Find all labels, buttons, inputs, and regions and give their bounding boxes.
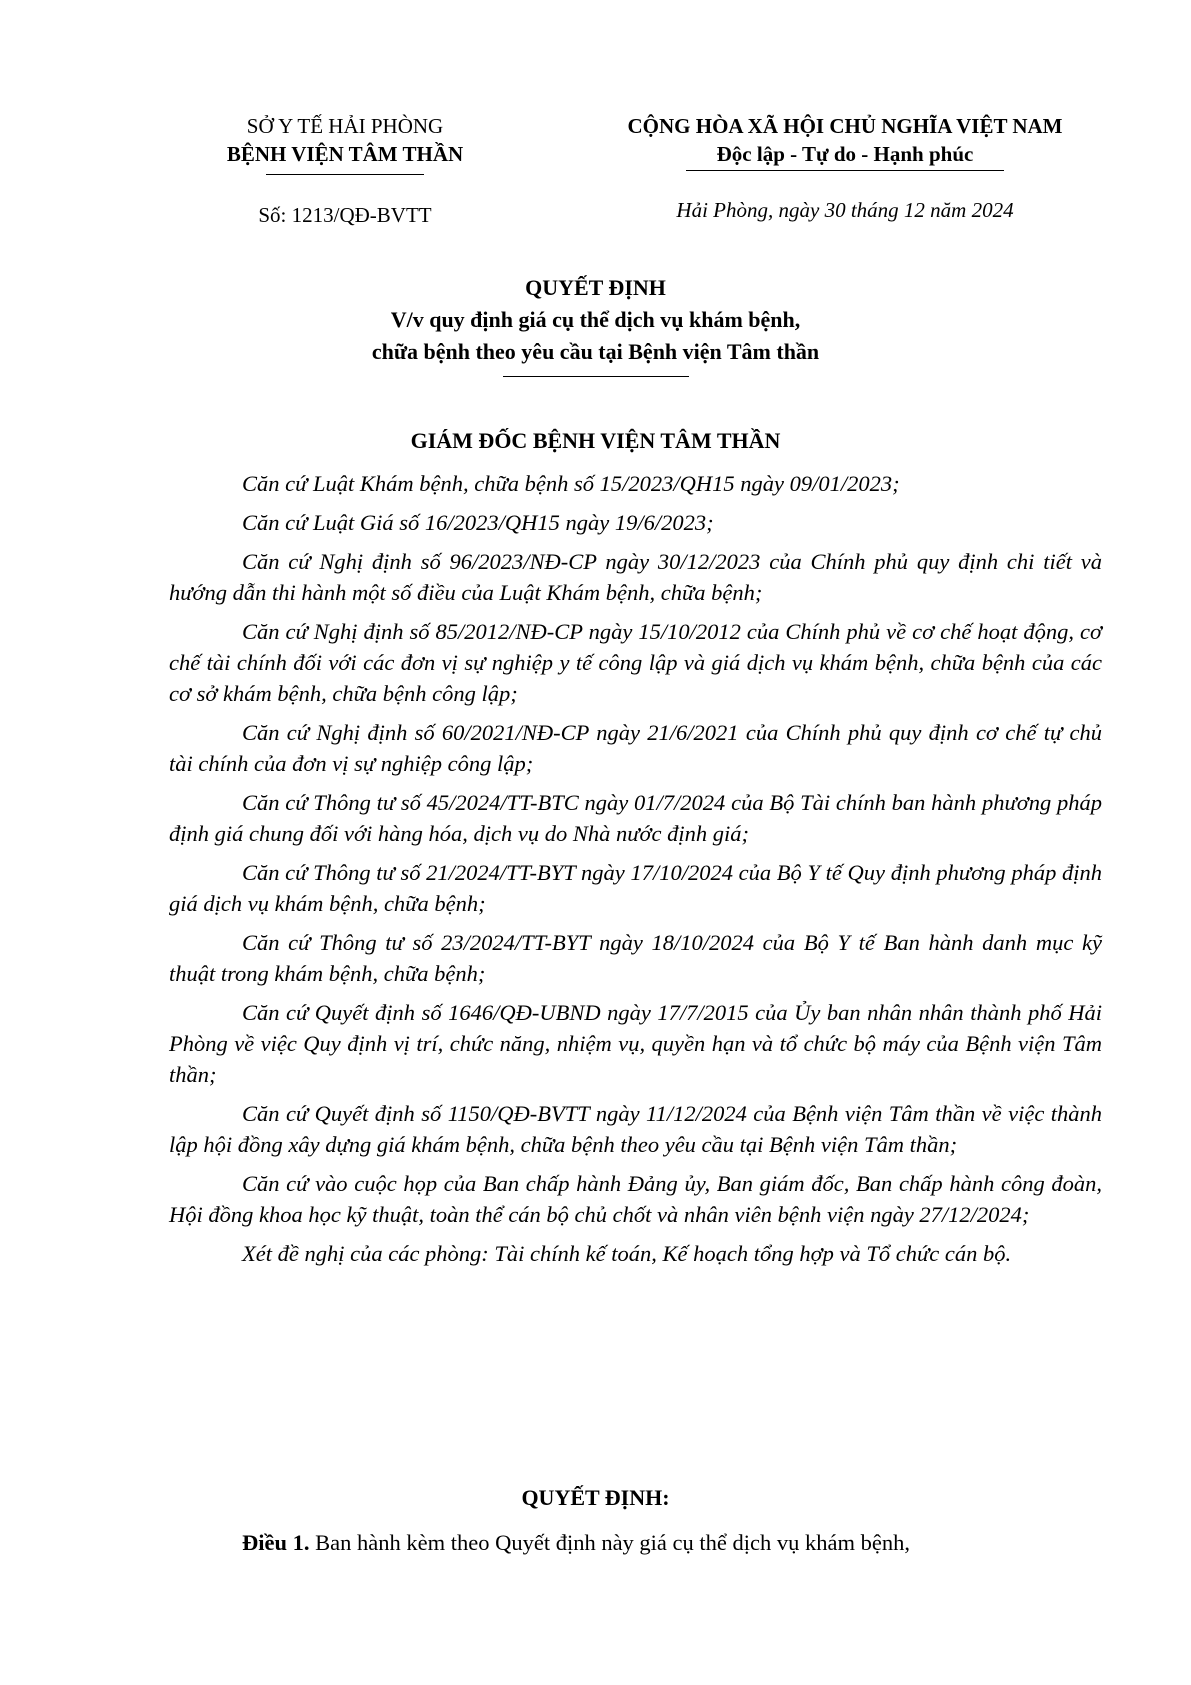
basis-item: Căn cứ Thông tư số 23/2024/TT-BYT ngày 18/10/2024 của Bộ Y tế Ban hành danh mục kỹ thuật trong khám bệnh, chữa bệnh;	[169, 930, 1102, 986]
basis-item: Căn cứ Nghị định số 85/2012/NĐ-CP ngày 15/10/2012 của Chính phủ về cơ chế hoạt động, cơ chế tài chính đối với các đơn vị sự nghiệp y tế công lập và giá dịch vụ khám bệnh, chữa bệnh của các cơ sở khám bệnh, chữa bệnh công lập;	[169, 619, 1102, 706]
title-subject-line-2: chữa bệnh theo yêu cầu tại Bệnh viện Tâm thần	[371, 339, 820, 364]
national-motto: Độc lập - Tự do - Hạnh phúc	[716, 142, 974, 166]
country-name: CỘNG HÒA XÃ HỘI CHỦ NGHĨA VIỆT NAM	[627, 114, 1063, 138]
article-1-text: Ban hành kèm theo Quyết định này giá cụ thể dịch vụ khám bệnh,	[309, 1530, 910, 1555]
basis-item: Căn cứ Nghị định số 96/2023/NĐ-CP ngày 30/12/2023 của Chính phủ quy định chi tiết và hướng dẫn thi hành một số điều của Luật Khám bệnh, chữa bệnh;	[169, 549, 1102, 605]
hospital-underline	[266, 174, 424, 175]
basis-item: Căn cứ Thông tư số 21/2024/TT-BYT ngày 17/10/2024 của Bộ Y tế Quy định phương pháp định giá dịch vụ khám bệnh, chữa bệnh;	[169, 860, 1102, 916]
article-1-label: Điều 1.	[242, 1530, 310, 1555]
basis-item: Căn cứ Thông tư số 45/2024/TT-BTC ngày 01/7/2024 của Bộ Tài chính ban hành phương pháp định giá chung đối với hàng hóa, dịch vụ do Nhà nước định giá;	[169, 790, 1102, 846]
issuing-authority: GIÁM ĐỐC BỆNH VIỆN TÂM THẦN	[410, 428, 781, 453]
document-number: Số: 1213/QĐ-BVTT	[258, 203, 432, 227]
title-subject-line-1: V/v quy định giá cụ thể dịch vụ khám bệnh,	[390, 307, 801, 332]
decision-title	[0, 272, 1191, 377]
agency-name: SỞ Y TẾ HẢI PHÒNG	[246, 114, 444, 138]
decision-heading: QUYẾT ĐỊNH:	[521, 1485, 670, 1510]
hospital-name: BỆNH VIỆN TÂM THẦN	[226, 142, 464, 166]
basis-item: Căn cứ Nghị định số 60/2021/NĐ-CP ngày 21/6/2021 của Chính phủ quy định cơ chế tự chủ tài chính của đơn vị sự nghiệp công lập;	[169, 720, 1102, 776]
place-and-date: Hải Phòng, ngày 30 tháng 12 năm 2024	[676, 198, 1014, 222]
basis-item: Xét đề nghị của các phòng: Tài chính kế toán, Kế hoạch tổng hợp và Tổ chức cán bộ.	[242, 1241, 1012, 1266]
issuing-agency-block	[200, 112, 490, 229]
basis-item: Căn cứ Luật Khám bệnh, chữa bệnh số 15/2023/QH15 ngày 09/01/2023;	[242, 471, 900, 496]
national-title-block	[580, 112, 1110, 224]
legal-basis-list	[169, 468, 1102, 1277]
basis-item: Căn cứ Quyết định số 1646/QĐ-UBND ngày 17/7/2015 của Ủy ban nhân nhân thành phố Hải Phòng về việc Quy định vị trí, chức năng, nhiệm vụ, quyền hạn và tổ chức bộ máy của Bệnh viện Tâm thần;	[169, 1000, 1102, 1087]
article-1	[169, 1527, 1102, 1558]
motto-underline	[686, 170, 1004, 171]
title-underline	[503, 376, 689, 377]
basis-item: Căn cứ vào cuộc họp của Ban chấp hành Đảng ủy, Ban giám đốc, Ban chấp hành công đoàn, Hội đồng khoa học kỹ thuật, toàn thể cán bộ chủ chốt và nhân viên bệnh viện ngày 27/12/2024;	[169, 1171, 1102, 1227]
basis-item: Căn cứ Quyết định số 1150/QĐ-BVTT ngày 11/12/2024 của Bệnh viện Tâm thần về việc thành lập hội đồng xây dựng giá khám bệnh, chữa bệnh theo yêu cầu tại Bệnh viện Tâm thần;	[169, 1101, 1102, 1157]
title-heading: QUYẾT ĐỊNH	[525, 275, 666, 300]
basis-item: Căn cứ Luật Giá số 16/2023/QH15 ngày 19/6/2023;	[242, 510, 714, 535]
